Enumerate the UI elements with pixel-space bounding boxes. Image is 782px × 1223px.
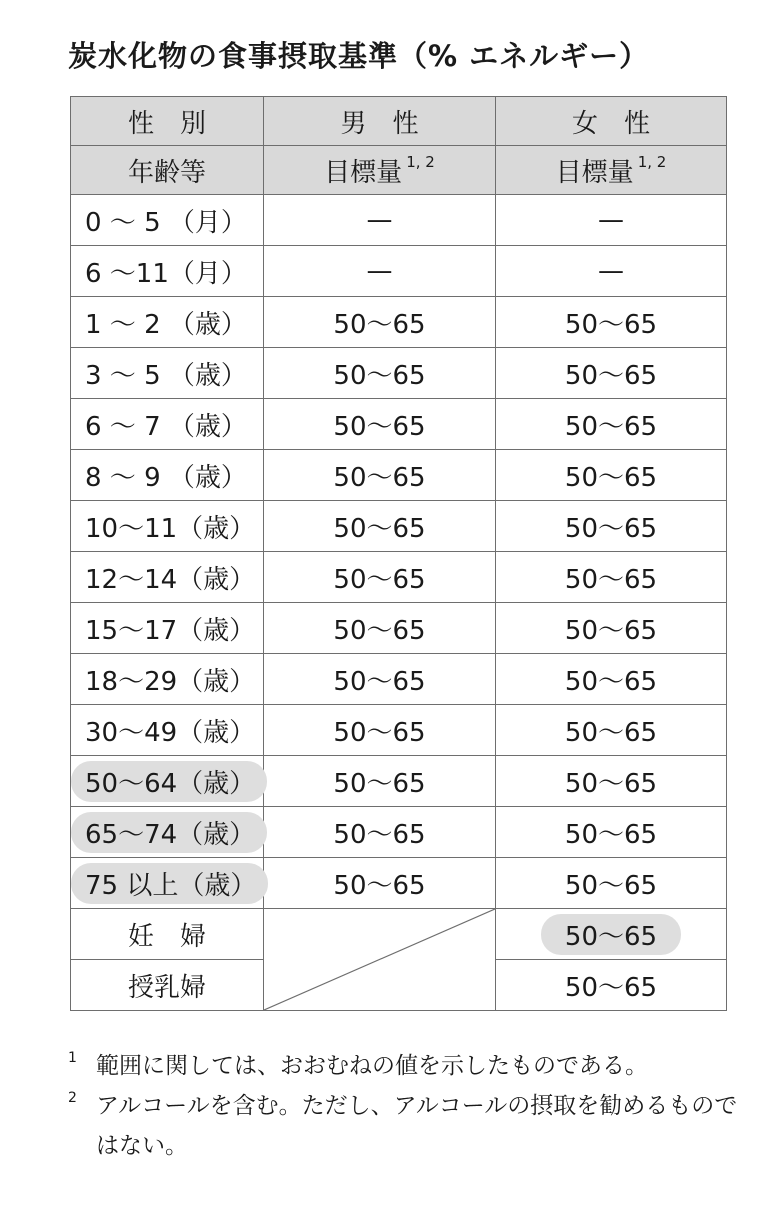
carbohydrate-intake-table (70, 96, 727, 1011)
age-cell (71, 348, 264, 399)
male-value: 50～65 (264, 756, 496, 807)
female-value: — (496, 195, 727, 246)
table-row (71, 654, 727, 705)
age-label: 12～14（歳） (85, 564, 256, 595)
age-label: 30～49（歳） (85, 717, 256, 748)
age-cell (71, 297, 264, 348)
female-value (496, 909, 727, 960)
header-sex: 性 別 (71, 97, 264, 146)
age-label: 6 ～ 7 （歳） (85, 411, 247, 442)
female-value: 50～65 (496, 807, 727, 858)
footnote-ref: 1, 2 (637, 152, 667, 171)
male-target-label: 目標量 (324, 157, 403, 188)
footnote-ref: 1, 2 (406, 152, 435, 171)
male-value: 50～65 (264, 603, 496, 654)
not-applicable-cell (264, 909, 496, 1011)
age-cell (71, 246, 264, 297)
footnote-2 (68, 1086, 738, 1166)
age-label: 10～11（歳） (85, 513, 256, 544)
male-value: 50～65 (264, 501, 496, 552)
age-cell (71, 858, 264, 909)
page-title: 炭水化物の食事摂取基準（% エネルギー） (68, 39, 650, 73)
table-row (71, 297, 727, 348)
table-row (71, 246, 727, 297)
age-cell (71, 807, 264, 858)
table-row (71, 501, 727, 552)
lactating-label: 授乳婦 (71, 960, 264, 1011)
table-row (71, 603, 727, 654)
table-row (71, 858, 727, 909)
age-label: 18～29（歳） (85, 666, 256, 697)
female-value: 50～65 (496, 501, 727, 552)
age-cell (71, 195, 264, 246)
footnotes (68, 1046, 738, 1166)
female-value: 50～65 (496, 756, 727, 807)
male-value: — (264, 246, 496, 297)
male-value: 50～65 (264, 450, 496, 501)
age-label: 6 ～11（月） (85, 258, 247, 289)
footnote-number: 2 (68, 1090, 77, 1106)
female-value: 50～65 (496, 858, 727, 909)
male-value: 50～65 (264, 348, 496, 399)
pregnant-label: 妊 婦 (71, 909, 264, 960)
footnote-text: アルコールを含む。ただし、アルコールの摂取を勧めるものではない。 (96, 1093, 738, 1159)
table-row (71, 705, 727, 756)
male-value: — (264, 195, 496, 246)
female-value: 50～65 (496, 552, 727, 603)
header-male-target (264, 146, 496, 195)
diagonal-line (264, 909, 495, 1010)
header-female: 女 性 (496, 97, 727, 146)
male-value: 50～65 (264, 297, 496, 348)
female-value: 50～65 (496, 297, 727, 348)
male-value: 50～65 (264, 705, 496, 756)
female-value: 50～65 (496, 603, 727, 654)
age-cell (71, 450, 264, 501)
age-cell (71, 501, 264, 552)
age-label: 0 ～ 5 （月） (85, 207, 247, 238)
male-value: 50～65 (264, 807, 496, 858)
age-cell (71, 399, 264, 450)
footnote-number: 1 (68, 1050, 77, 1066)
age-label-highlighted: 65～74（歳） (71, 812, 267, 853)
header-female-target (496, 146, 727, 195)
age-label: 3 ～ 5 （歳） (85, 360, 247, 391)
male-value: 50～65 (264, 654, 496, 705)
age-label: 15～17（歳） (85, 615, 256, 646)
female-value: 50～65 (496, 348, 727, 399)
table-row (71, 348, 727, 399)
male-value: 50～65 (264, 552, 496, 603)
male-value: 50～65 (264, 399, 496, 450)
age-label-highlighted: 50～64（歳） (71, 761, 267, 802)
female-target-label: 目標量 (555, 157, 634, 188)
table-row (71, 195, 727, 246)
table-row (71, 756, 727, 807)
female-value: — (496, 246, 727, 297)
age-cell (71, 756, 264, 807)
female-value: 50～65 (496, 960, 727, 1011)
table-row (71, 399, 727, 450)
header-row-sex (71, 97, 727, 146)
table-row (71, 552, 727, 603)
age-label: 1 ～ 2 （歳） (85, 309, 247, 340)
footnote-text: 範囲に関しては、おおむねの値を示したものである。 (96, 1053, 648, 1079)
age-label-highlighted: 75 以上（歳） (71, 863, 268, 904)
table-row (71, 807, 727, 858)
age-cell (71, 654, 264, 705)
age-label: 8 ～ 9 （歳） (85, 462, 247, 493)
age-cell (71, 552, 264, 603)
footnote-1 (68, 1046, 738, 1086)
table-row-pregnant (71, 909, 727, 960)
table-row (71, 450, 727, 501)
header-male: 男 性 (264, 97, 496, 146)
female-value: 50～65 (496, 450, 727, 501)
age-cell (71, 603, 264, 654)
header-age: 年齢等 (71, 146, 264, 195)
female-value-highlighted: 50～65 (541, 914, 681, 955)
age-cell (71, 705, 264, 756)
header-row-age (71, 146, 727, 195)
female-value: 50～65 (496, 654, 727, 705)
female-value: 50～65 (496, 705, 727, 756)
male-value: 50～65 (264, 858, 496, 909)
female-value: 50～65 (496, 399, 727, 450)
